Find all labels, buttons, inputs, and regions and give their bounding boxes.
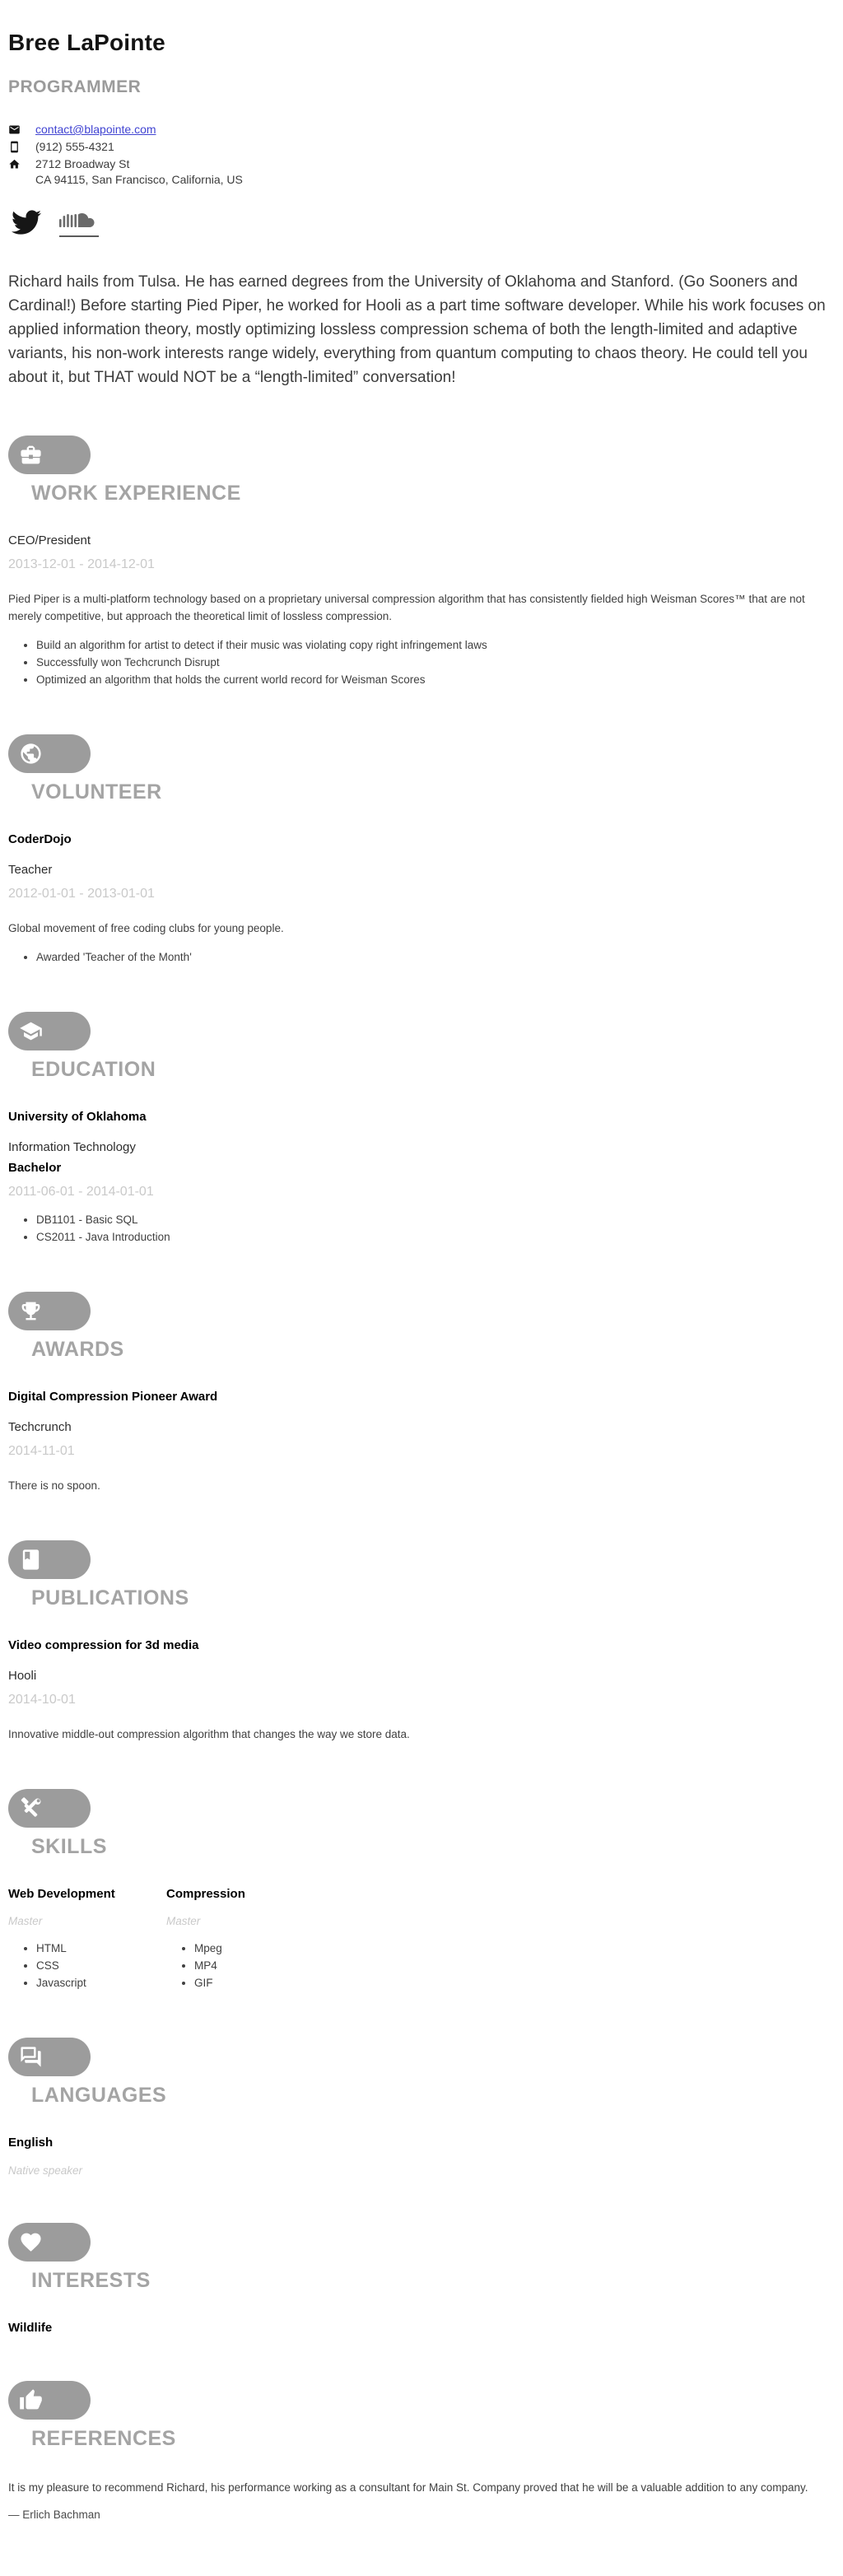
section-awards: [8, 1292, 835, 1494]
skill-level: Master: [166, 1915, 201, 1927]
skill-keyword: • MP4: [194, 1957, 324, 1974]
email-icon: [8, 122, 26, 136]
skill-keywords: [166, 1940, 324, 1991]
home-icon: [8, 156, 26, 170]
thumbs-up-icon: [19, 2388, 43, 2412]
skill-keyword: • Mpeg: [194, 1940, 324, 1957]
publication-summary: Innovative middle-out compression algorithm that changes the way we store data.: [8, 1728, 410, 1740]
contact-block: [8, 122, 835, 188]
languages-section-title: LANGUAGES: [31, 2084, 167, 2107]
language-fluency: Native speaker: [8, 2164, 83, 2177]
references-section-title: REFERENCES: [31, 2427, 176, 2450]
education-course: • CS2011 - Java Introduction: [36, 1228, 835, 1246]
skill-group-name: Web Development: [8, 1887, 115, 1901]
references-section-badge: [8, 2381, 91, 2420]
award-awarder: Techcrunch: [8, 1420, 72, 1434]
section-languages: [8, 2038, 835, 2177]
awards-section-badge: [8, 1292, 91, 1330]
skills-section-badge: [8, 1789, 91, 1828]
person-label: PROGRAMMER: [8, 77, 142, 96]
contact-address-row: [8, 156, 835, 188]
language-name: English: [8, 2136, 54, 2150]
education-institution: University of Oklahoma: [8, 1110, 147, 1124]
skill-group-name: Compression: [166, 1887, 245, 1901]
section-publications: [8, 1540, 835, 1743]
work-highlights: [8, 636, 835, 688]
work-dates: 2013-12-01 - 2014-12-01: [8, 557, 155, 571]
work-highlight: • Build an algorithm for artist to detect if their music was violating copy right infringement laws: [36, 636, 835, 654]
award-date: 2014-11-01: [8, 1444, 75, 1458]
trophy-icon: [19, 1299, 43, 1323]
interests-section-badge: [8, 2223, 91, 2262]
education-courses: [8, 1211, 835, 1246]
address-line1: 2712 Broadway St: [35, 157, 130, 170]
twitter-icon: [8, 207, 44, 237]
volunteer-summary: Global movement of free coding clubs for young people.: [8, 922, 284, 934]
work-section-badge: [8, 436, 91, 474]
resume-header: [8, 30, 835, 389]
social-links: [8, 207, 835, 237]
publication-name: Video compression for 3d media: [8, 1638, 199, 1652]
section-interests: [8, 2223, 835, 2335]
languages-section-badge: [8, 2038, 91, 2076]
chat-bubbles-icon: [19, 2045, 43, 2069]
skill-level: Master: [8, 1915, 43, 1927]
skill-keyword: • HTML: [36, 1940, 166, 1957]
address-line2: CA 94115, San Francisco, California, US: [35, 173, 243, 186]
award-title: Digital Compression Pioneer Award: [8, 1390, 218, 1404]
section-education: [8, 1012, 835, 1246]
briefcase-icon: [19, 443, 43, 467]
work-summary: Pied Piper is a multi-platform technology based on a proprietary universal compression algorithm that has consistently fielded high Weisman Scores™ that are not merely competitive, but approach the theoretical limit of lossless compression.: [8, 593, 805, 622]
education-area: Information Technology: [8, 1140, 136, 1154]
skills-section-title: SKILLS: [31, 1835, 107, 1858]
section-skills: [8, 1789, 835, 1991]
publication-publisher: Hooli: [8, 1669, 37, 1683]
twitter-link[interactable]: [8, 207, 44, 237]
tools-icon: [19, 1796, 43, 1820]
skill-keywords: [8, 1940, 166, 1991]
education-course: • DB1101 - Basic SQL: [36, 1211, 835, 1228]
phone-number: (912) 555-4321: [35, 140, 114, 153]
skill-keyword: • GIF: [194, 1974, 324, 1991]
graduation-cap-icon: [19, 1019, 43, 1043]
contact-email-row: [8, 122, 835, 137]
skill-keyword: • Javascript: [36, 1974, 166, 1991]
award-summary: There is no spoon.: [8, 1479, 100, 1492]
publications-section-title: PUBLICATIONS: [31, 1586, 189, 1609]
reference-author: — Erlich Bachman: [8, 2508, 100, 2521]
education-section-title: EDUCATION: [31, 1058, 156, 1081]
skill-group-compression: [166, 1887, 324, 1991]
interests-section-title: INTERESTS: [31, 2269, 151, 2292]
about-summary: Richard hails from Tulsa. He has earned degrees from the University of Oklahoma and Stanford. (Go Sooners and Cardinal!) Before starting Pied Piper, he worked for Hooli as a part time software developer. While his work focuses on applied information theory, mostly optimizing lossless compression schema of both the length-limited and adaptive variants, his non-work interests range widely, everything from quantum computing to chaos theory. He could tell you about it, but THAT would NOT be a “length-limited” conversation!: [8, 273, 826, 386]
education-dates: 2011-06-01 - 2014-01-01: [8, 1185, 154, 1199]
person-name: Bree LaPointe: [8, 30, 165, 55]
volunteer-dates: 2012-01-01 - 2013-01-01: [8, 887, 155, 901]
section-references: [8, 2381, 835, 2521]
heart-icon: [19, 2230, 43, 2254]
contact-phone-row: [8, 139, 835, 155]
volunteer-organization: CoderDojo: [8, 832, 72, 846]
volunteer-highlight: • Awarded 'Teacher of the Month': [36, 948, 835, 966]
volunteer-position: Teacher: [8, 863, 53, 877]
awards-section-title: AWARDS: [31, 1338, 124, 1361]
reference-quote: It is my pleasure to recommend Richard, his performance working as a consultant for Main St. Company proved that he will be a valuable addition to any company.: [8, 2481, 808, 2494]
soundcloud-icon: [59, 209, 99, 232]
work-highlight: • Successfully won Techcrunch Disrupt: [36, 654, 835, 671]
work-section-title: WORK EXPERIENCE: [31, 482, 241, 505]
publications-section-badge: [8, 1540, 91, 1579]
phone-icon: [8, 139, 26, 153]
volunteer-highlights: [8, 948, 835, 966]
publication-date: 2014-10-01: [8, 1693, 76, 1707]
education-section-badge: [8, 1012, 91, 1050]
skill-keyword: • CSS: [36, 1957, 166, 1974]
skill-group-web-development: [8, 1887, 166, 1991]
work-highlight: • Optimized an algorithm that holds the current world record for Weisman Scores: [36, 671, 835, 688]
book-icon: [19, 1548, 43, 1572]
volunteer-section-badge: [8, 734, 91, 773]
soundcloud-link[interactable]: [59, 209, 99, 237]
section-work: [8, 436, 835, 688]
work-position: CEO/President: [8, 533, 91, 547]
education-study-type: Bachelor: [8, 1161, 62, 1175]
volunteer-section-title: VOLUNTEER: [31, 780, 162, 804]
interest-name: Wildlife: [8, 2321, 53, 2335]
email-link[interactable]: contact@blapointe.com: [35, 123, 156, 136]
section-volunteer: [8, 734, 835, 966]
globe-icon: [19, 742, 43, 766]
